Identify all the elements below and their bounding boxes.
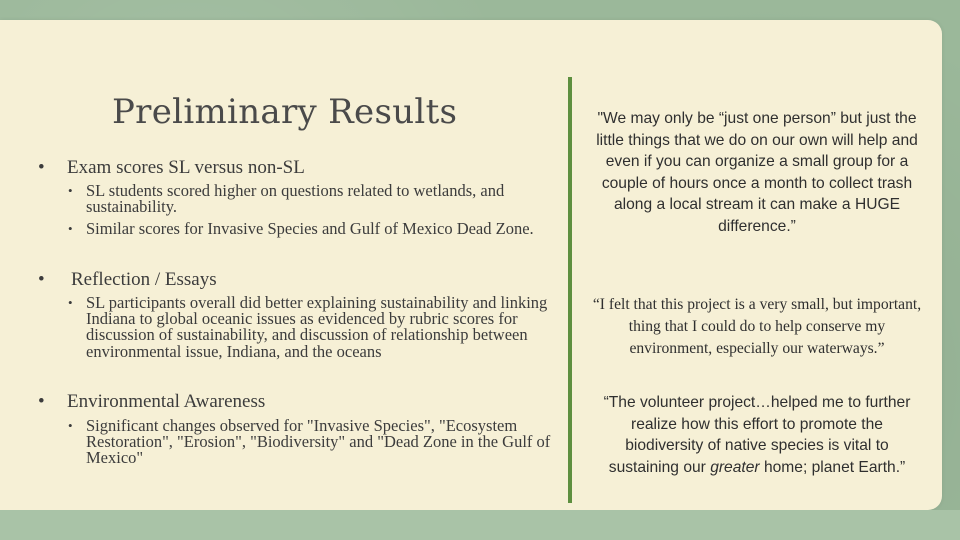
bullet-icon: •: [68, 183, 73, 198]
bullet-icon: •: [38, 391, 45, 412]
bullet-exam-scores: [38, 157, 558, 179]
sub-bullet-text: Significant changes observed for "Invasive Species", "Ecosystem Restoration", "Erosion", "Biodiversity" and "Dead Zone in the Gulf of Mexico": [86, 416, 551, 468]
sub-bullet: [68, 418, 558, 467]
bullet-icon: •: [38, 269, 45, 290]
bullet-heading: Environmental Awareness: [67, 391, 266, 412]
sub-bullet: [68, 295, 558, 360]
quote-3-emphasis: greater: [710, 458, 760, 476]
bullet-heading: Exam scores SL versus non-SL: [67, 157, 305, 178]
vertical-divider: [568, 77, 572, 503]
slide-title: Preliminary Results: [112, 92, 458, 132]
sub-bullet: [68, 183, 558, 215]
sub-bullet-text: Similar scores for Invasive Species and Gulf of Mexico Dead Zone.: [86, 219, 534, 238]
bullet-icon: •: [38, 157, 45, 178]
quote-2: “I felt that this project is a very small, but important, thing that I could do to help conserve my environment, especially our waterways.”: [592, 296, 922, 357]
background-strip: [0, 510, 960, 540]
bullet-icon: •: [68, 221, 73, 236]
quote-3-text-end: home; planet Earth.”: [759, 458, 906, 476]
bullet-reflection: [38, 269, 558, 291]
sub-bullet: [68, 221, 558, 237]
bullet-heading: Reflection / Essays: [71, 269, 217, 290]
quote-3: [592, 392, 922, 478]
quote-3-text: “The volunteer project…helped me to further realize how this effort to promote the biodiversity of native species is vital to sustaining our: [603, 394, 911, 476]
quote-1: "We may only be “just one person” but just the little things that we do on our own will help and even if you can organize a small group for a couple of hours once a month to collect trash along a local stream it can make a HUGE difference.”: [596, 110, 918, 235]
bullet-environmental-awareness: [38, 391, 558, 413]
sub-bullet-text: SL participants overall did better explaining sustainability and linking Indiana to global oceanic issues as evidenced by rubric scores for discussion of sustainability, and discussion of relationship between environmental issue, Indiana, and the oceans: [86, 293, 548, 361]
bullet-icon: •: [68, 418, 73, 433]
bullet-icon: •: [68, 295, 73, 310]
sub-bullet-text: SL students scored higher on questions related to wetlands, and sustainability.: [86, 181, 505, 217]
